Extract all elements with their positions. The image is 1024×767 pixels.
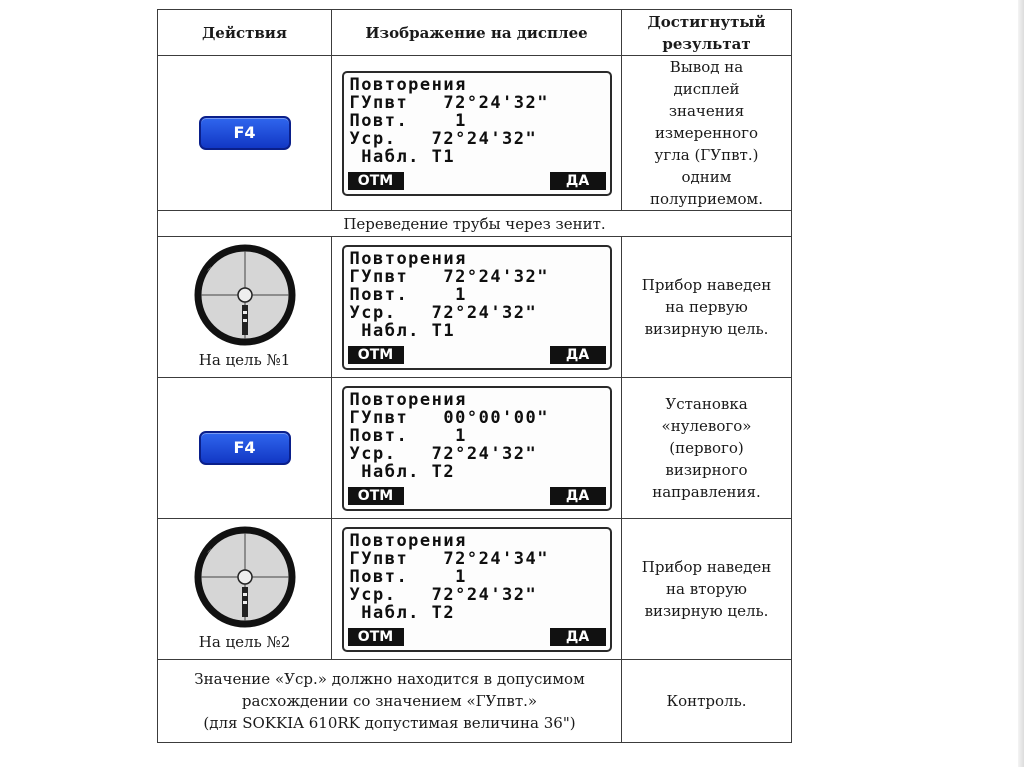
f4-key-icon: F4 (199, 116, 291, 150)
lcd-line: Повт. 1 (349, 566, 467, 587)
lcd-line: ГУпвт 72°24'32" (349, 92, 549, 113)
action-cell (158, 56, 332, 211)
lcd-line: Уср. 72°24'32" (349, 302, 538, 323)
control-note-line: (для SOKKIA 610RK допустимая величина 36") (203, 714, 576, 732)
lcd-line: Набл. Т1 (349, 146, 456, 167)
softkey-otm: ОТМ (348, 172, 404, 190)
softkey-da: ДА (550, 628, 606, 646)
telescope-reticle-icon (193, 243, 297, 347)
action-cell (158, 378, 332, 519)
header-display: Изображение на дисплее (332, 10, 622, 56)
lcd-line: Повт. 1 (349, 425, 467, 446)
lcd-line: Повт. 1 (349, 110, 467, 131)
lcd-line: Повторения (349, 530, 467, 551)
lcd-line: Повт. 1 (349, 284, 467, 305)
result-cell (622, 519, 792, 660)
result-line: значения (668, 102, 745, 120)
action-cell (158, 237, 332, 378)
result-line: направления. (652, 483, 761, 501)
header-result-line2: результат (662, 34, 751, 53)
result-line: угла (ГУпвт.) (654, 146, 759, 164)
header-actions: Действия (158, 10, 332, 56)
lcd-line: Повторения (349, 248, 467, 269)
result-cell (622, 237, 792, 378)
result-line: измеренного (654, 124, 759, 142)
svg-text:~: ~ (203, 545, 215, 557)
result-line: визирного (665, 461, 748, 479)
header-result-line1: Достигнутый (647, 12, 766, 31)
result-line: полуприемом. (650, 190, 763, 208)
display-cell (332, 56, 622, 211)
zenith-note: Переведение трубы через зенит. (158, 211, 792, 237)
control-result: Контроль. (622, 660, 792, 743)
control-note-line: Значение «Уср.» должно находится в допусимом (194, 670, 585, 688)
result-line: визирную цель. (644, 602, 769, 620)
procedure-table (157, 9, 792, 743)
control-row (158, 660, 792, 743)
result-cell (622, 56, 792, 211)
slide-edge-shadow (1018, 0, 1024, 767)
header-result (622, 10, 792, 56)
table-row (158, 519, 792, 660)
softkey-da: ДА (550, 487, 606, 505)
softkey-otm: ОТМ (348, 346, 404, 364)
lcd-screen (342, 245, 612, 370)
display-cell (332, 519, 622, 660)
result-line: дисплей (673, 80, 740, 98)
result-line: на вторую (666, 580, 747, 598)
result-line: «нулевого» (661, 417, 752, 435)
lcd-line: Уср. 72°24'32" (349, 584, 538, 605)
result-line: визирную цель. (644, 320, 769, 338)
table-row (158, 237, 792, 378)
softkey-da: ДА (550, 172, 606, 190)
result-cell (622, 378, 792, 519)
lcd-line: Повторения (349, 389, 467, 410)
lcd-line: Уср. 72°24'32" (349, 443, 538, 464)
lcd-line: ГУпвт 00°00'00" (349, 407, 549, 428)
display-cell (332, 378, 622, 519)
lcd-line: ГУпвт 72°24'34" (349, 548, 549, 569)
header-row (158, 10, 792, 56)
softkey-da: ДА (550, 346, 606, 364)
lcd-line: Набл. Т2 (349, 461, 456, 482)
target-label: На цель №2 (198, 633, 291, 651)
action-cell (158, 519, 332, 660)
result-line: Прибор наведен (641, 276, 772, 294)
lcd-line: ГУпвт 72°24'32" (349, 266, 549, 287)
result-line: одним (681, 168, 732, 186)
table-row (158, 56, 792, 211)
target-label: На цель №1 (198, 351, 291, 369)
f4-key-icon: F4 (199, 431, 291, 465)
lcd-line: Набл. Т1 (349, 320, 456, 341)
softkey-otm: ОТМ (348, 628, 404, 646)
svg-text:~: ~ (203, 263, 215, 275)
lcd-screen (342, 71, 612, 196)
softkey-otm: ОТМ (348, 487, 404, 505)
display-cell (332, 237, 622, 378)
result-line: на первую (665, 298, 748, 316)
control-note-cell (158, 660, 622, 743)
zenith-row (158, 211, 792, 237)
lcd-line: Набл. Т2 (349, 602, 456, 623)
result-line: Вывод на (669, 58, 744, 76)
result-line: Прибор наведен (641, 558, 772, 576)
lcd-line: Повторения (349, 74, 467, 95)
telescope-reticle-icon (193, 525, 297, 629)
table-row (158, 378, 792, 519)
lcd-screen (342, 386, 612, 511)
result-line: (первого) (669, 439, 744, 457)
control-note-line: расхождении со значением «ГУпвт.» (241, 692, 538, 710)
lcd-screen (342, 527, 612, 652)
lcd-line: Уср. 72°24'32" (349, 128, 538, 149)
result-line: Установка (665, 395, 748, 413)
